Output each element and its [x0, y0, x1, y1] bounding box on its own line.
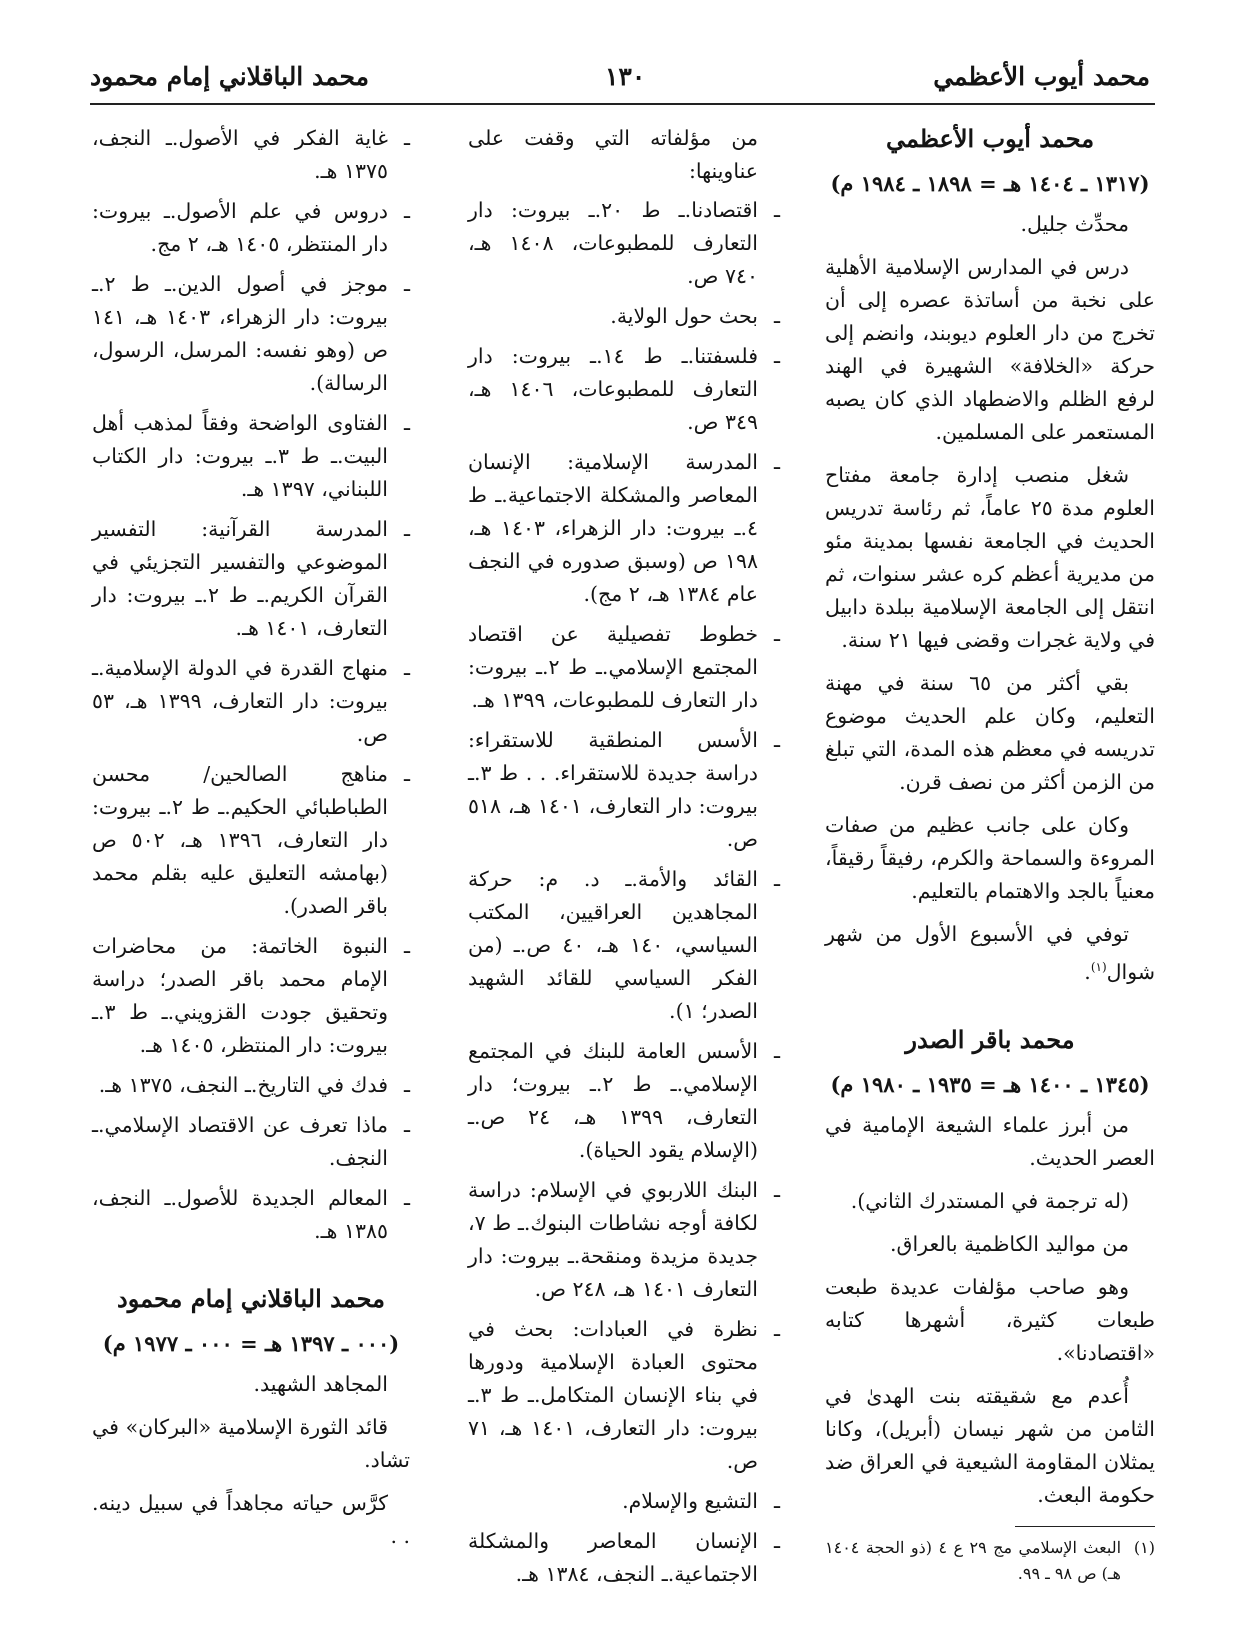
list-item: ـ اقتصادنا.ـ ط ٢٠.ـ بيروت: دار التعارف للمطبوعات، ١٤٠٨ هـ، ٧٤٠ ص.: [468, 198, 780, 288]
bio-paragraph: وكان على جانب عظيم من صفات المروءة والسماحة والكرم، رفيقاً رقيقاً، معنياً بالجد والاهتمام بالتعليم.: [825, 813, 1155, 903]
list-item-text: نظرة في العبادات: بحث في محتوى العبادة الإسلامية ودورها في بناء الإنسان المتكامل.ـ ط ٣.ـ بيروت: دار التعارف، ١٤٠١ هـ، ٧١ ص.: [468, 1317, 758, 1473]
bio-paragraph: شغل منصب إدارة جامعة مفتاح العلوم مدة ٢٥ عاماً، ثم رئاسة تدريس الحديث في الجامعة نفسها بمدينة مئو من مديرية أعظم كره عشر سنوات، ثم انتقل إلى الجامعة الإسلامية ببلدة دابيل في ولاية غجرات وقضى فيها ٢١ سنة.: [825, 463, 1155, 652]
header-right-title: محمد أيوب الأعظمي: [933, 62, 1150, 91]
bio-paragraph: من مواليد الكاظمية بالعراق.: [890, 1231, 1129, 1256]
list-item-text: المدرسة الإسلامية: الإنسان المعاصر والمشكلة الاجتماعية.ـ ط ٤.ـ بيروت: دار الزهراء، ١٤٠٣ هـ، ١٩٨ ص (وسبق صدوره في النجف عام ١٣٨٤ هـ، ٢ مج).: [468, 450, 759, 606]
list-item: ـ المدرسة القرآنية: التفسير الموضوعي والتفسير التجزيئي في القرآن الكريم.ـ ط ٢.ـ بيروت: دار التعارف، ١٤٠١ هـ.: [92, 517, 410, 640]
list-item-text: اقتصادنا.ـ ط ٢٠.ـ بيروت: دار التعارف للمطبوعات، ١٤٠٨ هـ، ٧٤٠ ص.: [468, 198, 758, 288]
list-item-text: دروس في علم الأصول.ـ بيروت: دار المنتظر، ١٤٠٥ هـ، ٢ مج.: [92, 199, 388, 256]
list-item: ـ مناهج الصالحين/ محسن الطباطبائي الحكيم.ـ ط ٢.ـ بيروت: دار التعارف، ١٣٩٦ هـ، ٥٠٢ ص (بهامشه التعليق عليه بقلم محمد باقر الصدر).: [92, 762, 410, 918]
list-item: ـ الفتاوى الواضحة وفقاً لمذهب أهل البيت.ـ ط ٣.ـ بيروت: دار الكتاب اللبناني، ١٣٩٧ هـ.: [92, 411, 410, 501]
list-item: ـ نظرة في العبادات: بحث في محتوى العبادة الإسلامية ودورها في بناء الإنسان المتكامل.ـ ط ٣.ـ بيروت: دار التعارف، ١٤٠١ هـ، ٧١ ص.: [468, 1317, 780, 1473]
bio-paragraph-death: توفي في الأسبوع الأول من شهر شوال$^{(١)}$.: [825, 922, 1155, 984]
list-item: ـ الأسس العامة للبنك في المجتمع الإسلامي.ـ ط ٢.ـ بيروت؛ دار التعارف، ١٣٩٩ هـ، ٢٤ ص.ـ (الإسلام يقود الحياة).: [468, 1039, 780, 1162]
list-item: ـ الإنسان المعاصر والمشكلة الاجتماعية.ـ النجف، ١٣٨٤ هـ.: [468, 1529, 780, 1586]
list-item-text: الأسس العامة للبنك في المجتمع الإسلامي.ـ ط ٢.ـ بيروت؛ دار التعارف، ١٣٩٩ هـ، ٢٤ ص.ـ (الإسلام يقود الحياة).: [468, 1039, 759, 1162]
footnote: [825, 1535, 1155, 1587]
list-item: ـ المعالم الجديدة للأصول.ـ النجف، ١٣٨٥ هـ.: [92, 1186, 410, 1243]
list-item-text: المدرسة القرآنية: التفسير الموضوعي والتفسير التجزيئي في القرآن الكريم.ـ ط ٢.ـ بيروت: دار التعارف، ١٤٠١ هـ.: [92, 517, 388, 640]
list-item: ـ منهاج القدرة في الدولة الإسلامية.ـ بيروت: دار التعارف، ١٣٩٩ هـ، ٥٣ ص.: [92, 656, 410, 746]
list-item-text: الفتاوى الواضحة وفقاً لمذهب أهل البيت.ـ ط ٣.ـ بيروت: دار الكتاب اللبناني، ١٣٩٧ هـ.: [92, 411, 388, 501]
bio-dates-sadr: (١٣٤٥ ـ ١٤٠٠ هـ = ١٩٣٥ ـ ١٩٨٠ م): [830, 1071, 1150, 1097]
list-item: ـ التشيع والإسلام.: [622, 1489, 780, 1513]
bio-paragraph: كرَّس حياته مجاهداً في سبيل دينه. . .: [92, 1491, 410, 1548]
running-header: [90, 58, 1150, 98]
list-item: ـ النبوة الخاتمة: من محاضرات الإمام محمد باقر الصدر؛ دراسة وتحقيق جودت القزويني.ـ ط ٣.ـ بيروت: دار المنتظر، ١٤٠٥ هـ.: [92, 934, 410, 1057]
bio-name-sadr: محمد باقر الصدر: [905, 1024, 1075, 1054]
list-item: ـ المدرسة الإسلامية: الإنسان المعاصر والمشكلة الاجتماعية.ـ ط ٤.ـ بيروت: دار الزهراء، ١٤٠٣ هـ، ١٩٨ ص (وسبق صدوره في النجف عام ١٣٨٤ هـ، ٢ مج).: [468, 450, 780, 606]
list-item-text: المعالم الجديدة للأصول.ـ النجف، ١٣٨٥ هـ.: [92, 1186, 388, 1243]
list-item-text: خطوط تفصيلية عن اقتصاد المجتمع الإسلامي.ـ ط ٢.ـ بيروت: دار التعارف للمطبوعات، ١٣٩٩ هـ.: [468, 622, 758, 712]
list-item: ـ فدك في التاريخ.ـ النجف، ١٣٧٥ هـ.: [98, 1073, 410, 1097]
bio-name-baqalani: محمد الباقلاني إمام محمود: [117, 1284, 385, 1313]
list-item: ـ البنك اللاربوي في الإسلام: دراسة لكافة أوجه نشاطات البنوك.ـ ط ٧، جديدة مزيدة ومنقحة.ـ بيروت: دار التعارف ١٤٠١ هـ، ٢٤٨ ص.: [468, 1178, 780, 1301]
bio-paragraph: محدِّث جليل.: [1020, 212, 1129, 236]
list-item-text: موجز في أصول الدين.ـ ط ٢.ـ بيروت: دار الزهراء، ١٤٠٣ هـ، ١٤١ ص (وهو نفسه: المرسل، الرسول، الرسالة).: [92, 272, 388, 395]
list-item: ـ بحث حول الولاية.: [610, 304, 780, 328]
header-left-title: محمد الباقلاني إمام محمود: [90, 62, 370, 91]
list-item-text: الإنسان المعاصر والمشكلة الاجتماعية.ـ النجف، ١٣٨٤ هـ.: [468, 1529, 758, 1586]
list-item: ـ الأسس المنطقية للاستقراء: دراسة جديدة للاستقراء. . . ط ٣.ـ بيروت: دار التعارف، ١٤٠١ هـ، ٥١٨ ص.: [468, 728, 780, 851]
list-item-text: الأسس المنطقية للاستقراء: دراسة جديدة للاستقراء. . . ط ٣.ـ بيروت: دار التعارف، ١٤٠١ هـ، ٥١٨ ص.: [468, 728, 758, 851]
list-item-text: البنك اللاربوي في الإسلام: دراسة لكافة أوجه نشاطات البنوك.ـ ط ٧، جديدة مزيدة ومنقحة.ـ بيروت: دار التعارف ١٤٠١ هـ، ٢٤٨ ص.: [468, 1178, 758, 1301]
bio-paragraph: أُعدم مع شقيقته بنت الهدىٰ في الثامن من شهر نيسان (أبريل)، وكانا يمثلان المقاومة الشيعية في العراق ضد حكومة البعث.: [825, 1383, 1155, 1507]
list-item-text: النبوة الخاتمة: من محاضرات الإمام محمد باقر الصدر؛ دراسة وتحقيق جودت القزويني.ـ ط ٣.ـ بيروت: دار المنتظر، ١٤٠٥ هـ.: [92, 934, 388, 1057]
bio-paragraph: المجاهد الشهيد.: [253, 1372, 388, 1396]
bio-paragraph: (له ترجمة في المستدرك الثاني).: [850, 1188, 1129, 1213]
list-item-text: مناهج الصالحين/ محسن الطباطبائي الحكيم.ـ ط ٢.ـ بيروت: دار التعارف، ١٣٩٦ هـ، ٥٠٢ ص (بهامشه التعليق عليه بقلم محمد باقر الصدر).: [92, 762, 388, 918]
bio-paragraph: وهو صاحب مؤلفات عديدة طبعت طبعات كثيرة، أشهرها كتابه «اقتصادنا».: [825, 1274, 1155, 1365]
bio-dates-azami: (١٣١٧ ـ ١٤٠٤ هـ = ١٨٩٨ ـ ١٩٨٤ م): [830, 171, 1150, 196]
death-text: توفي في الأسبوع الأول من شهر شوال: [825, 922, 1155, 984]
bio-paragraph: من أبرز علماء الشيعة الإمامية في العصر الحديث.: [825, 1112, 1155, 1170]
list-item-text: غاية الفكر في الأصول.ـ النجف، ١٣٧٥ هـ.: [92, 126, 388, 183]
header-divider: [90, 103, 1155, 105]
bio-paragraph: بقي أكثر من ٦٥ سنة في مهنة التعليم، وكان علم الحديث موضوع تدريسه في معظم هذه المدة، التي تبلغ من الزمن أكثر من نصف قرن.: [825, 671, 1155, 794]
list-item-text: التشيع والإسلام.: [622, 1489, 758, 1513]
footnote-divider: [1015, 1526, 1155, 1527]
list-item-text: فدك في التاريخ.ـ النجف، ١٣٧٥ هـ.: [98, 1073, 388, 1097]
list-item: ـ موجز في أصول الدين.ـ ط ٢.ـ بيروت: دار الزهراء، ١٤٠٣ هـ، ١٤١ ص (وهو نفسه: المرسل، الرسول، الرسالة).: [92, 272, 410, 395]
bio-paragraph: درس في المدارس الإسلامية الأهلية على نخبة من أساتذة عصره إلى أن تخرج من دار العلوم ديوبند، وانضم إلى حركة «الخلافة» الشهيرة في الهند لرفع الظلم والاضطهاد الذي كان يصبه المستعمر على المسلمين.: [825, 255, 1155, 444]
footnote-text: البعث الإسلامي مج ٢٩ ع ٤ (ذو الحجة ١٤٠٤ هـ) ص ٩٨ ـ ٩٩.: [825, 1537, 1122, 1583]
column-right: [825, 122, 1155, 1587]
list-item: ـ غاية الفكر في الأصول.ـ النجف، ١٣٧٥ هـ.: [92, 126, 410, 183]
list-item-text: منهاج القدرة في الدولة الإسلامية.ـ بيروت: دار التعارف، ١٣٩٩ هـ، ٥٣ ص.: [92, 656, 388, 746]
list-item: ـ القائد والأمة.ـ د. م: حركة المجاهدين العراقيين، المكتب السياسي، ١٤٠ هـ، ٤٠ ص.ـ (من الفكر السياسي للقائد الشهيد الصدر؛ ١).: [468, 867, 780, 1023]
list-item-text: القائد والأمة.ـ د. م: حركة المجاهدين العراقيين، المكتب السياسي، ١٤٠ هـ، ٤٠ ص.ـ (من الفكر السياسي للقائد الشهيد الصدر؛ ١).: [468, 867, 758, 1023]
bio-dates-baqalani: (٠٠٠ ـ ١٣٩٧ هـ = ٠٠٠ ـ ١٩٧٧ م): [102, 1331, 400, 1356]
column-middle: [468, 122, 780, 1598]
bio-paragraph: قائد الثورة الإسلامية «البركان» في تشاد.: [92, 1415, 410, 1472]
page-number: ١٣٠: [605, 62, 646, 91]
list-item: ـ ماذا تعرف عن الاقتصاد الإسلامي.ـ النجف.: [92, 1113, 410, 1170]
footnote-marker: (١): [1090, 960, 1107, 974]
column-left: [92, 122, 410, 1563]
footnote-number: (١): [1133, 1537, 1155, 1557]
list-item: ـ دروس في علم الأصول.ـ بيروت: دار المنتظر، ١٤٠٥ هـ، ٢ مج.: [92, 199, 410, 256]
works-intro: من مؤلفاته التي وقفت على عناوينها:: [468, 126, 758, 183]
bio-name-azami: محمد أيوب الأعظمي: [885, 124, 1095, 153]
list-item-text: فلسفتنا.ـ ط ١٤.ـ بيروت: دار التعارف للمطبوعات، ١٤٠٦ هـ، ٣٤٩ ص.: [468, 344, 758, 434]
list-item: ـ خطوط تفصيلية عن اقتصاد المجتمع الإسلامي.ـ ط ٢.ـ بيروت: دار التعارف للمطبوعات، ١٣٩٩ هـ.: [468, 622, 780, 712]
list-item-text: بحث حول الولاية.: [610, 304, 758, 328]
list-item-text: ماذا تعرف عن الاقتصاد الإسلامي.ـ النجف.: [92, 1113, 388, 1170]
list-item: ـ فلسفتنا.ـ ط ١٤.ـ بيروت: دار التعارف للمطبوعات، ١٤٠٦ هـ، ٣٤٩ ص.: [468, 344, 780, 434]
